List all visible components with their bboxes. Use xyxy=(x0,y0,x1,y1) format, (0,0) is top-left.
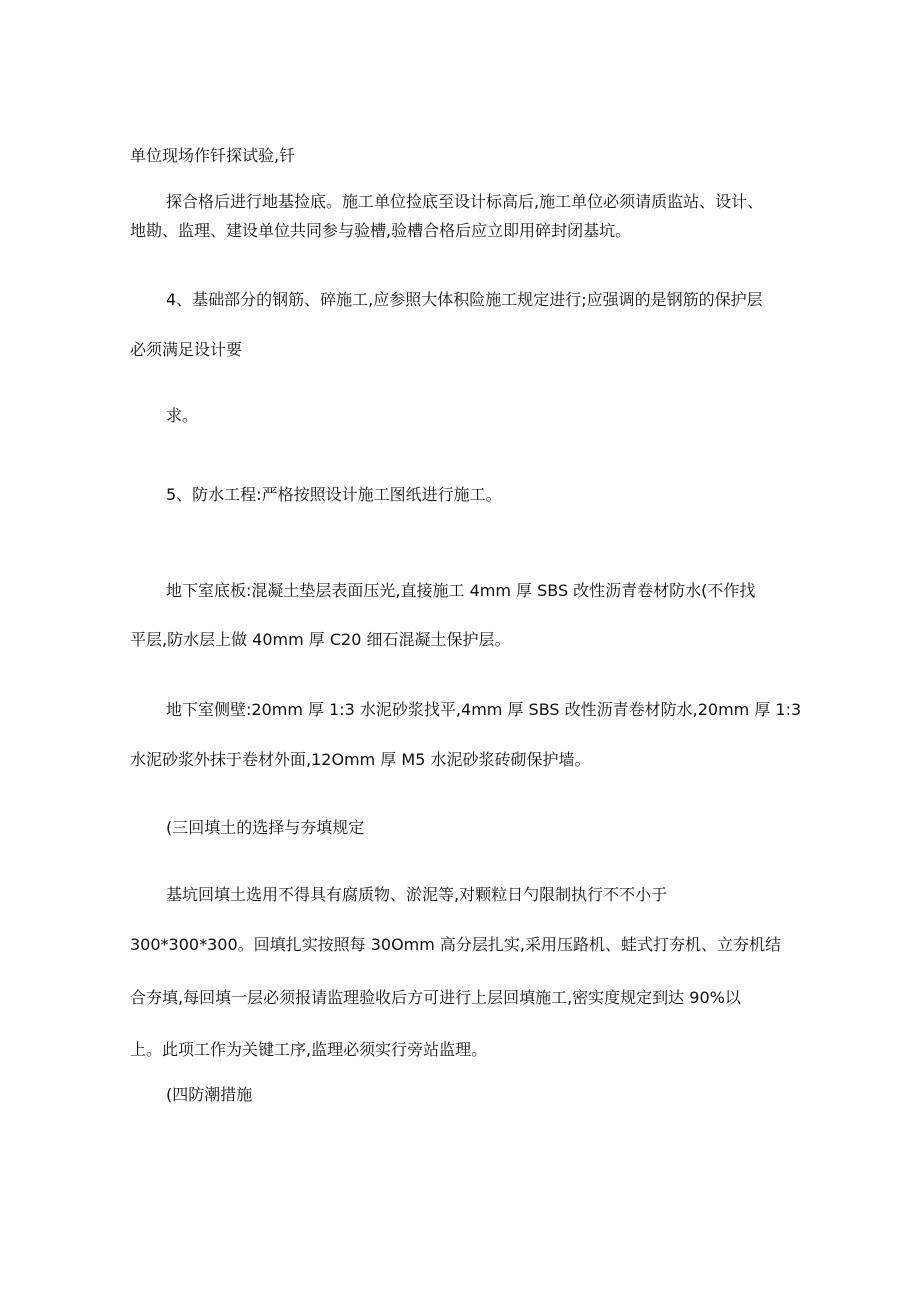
text-line-4: 4、基础部分的钢筋、碎施工,应参照大体积险施工规定进行;应强调的是钢筋的保护层 xyxy=(166,290,763,309)
text-line-2: 探合格后进行地基捡底。施工单位捡底至设计标高后,施工单位必须请质监站、设计、 xyxy=(166,192,764,211)
text-line-17: (四防潮措施 xyxy=(166,1085,253,1104)
text-line-7: 5、防水工程:严格按照设计施工图纸进行施工。 xyxy=(166,485,502,504)
text-line-14: 300*300*300。回填扎实按照每 30Omm 高分层扎实,采用压路机、蛙式打夯机、立夯机结 xyxy=(130,935,782,954)
text-line-10: 地下室侧壁:20mm 厚 1:3 水泥砂浆找平,4mm 厚 SBS 改性沥青卷材防水,20mm 厚 1:3 xyxy=(166,700,802,719)
text-line-13: 基坑回填土选用不得具有腐质物、淤泥等,对颗粒日勺限制执行不不小于 xyxy=(166,885,668,904)
text-line-15: 合夯填,每回填一层必须报请监理验收后方可进行上层回填施工,密实度规定到达 90%以 xyxy=(130,988,741,1007)
text-line-3: 地勘、监理、建设单位共同参与验槽,验槽合格后应立即用碎封闭基坑。 xyxy=(130,221,632,240)
text-line-5: 必须满足设计要 xyxy=(130,340,243,359)
text-line-9: 平层,防水层上做 40mm 厚 C20 细石混凝土保护层。 xyxy=(130,630,511,649)
text-line-11: 水泥砂浆外抹于卷材外面,12Omm 厚 M5 水泥砂浆砖砌保护墙。 xyxy=(130,750,591,769)
text-line-6: 求。 xyxy=(166,406,199,425)
text-line-12: (三回填土的选择与夯填规定 xyxy=(166,818,365,837)
text-line-1: 单位现场作钎探试验,钎 xyxy=(130,146,296,165)
text-line-16: 上。此项工作为关键工序,监理必须实行旁站监理。 xyxy=(130,1040,488,1059)
text-line-8: 地下室底板:混凝土垫层表面压光,直接施工 4mm 厚 SBS 改性沥青卷材防水(不作找 xyxy=(166,581,756,600)
